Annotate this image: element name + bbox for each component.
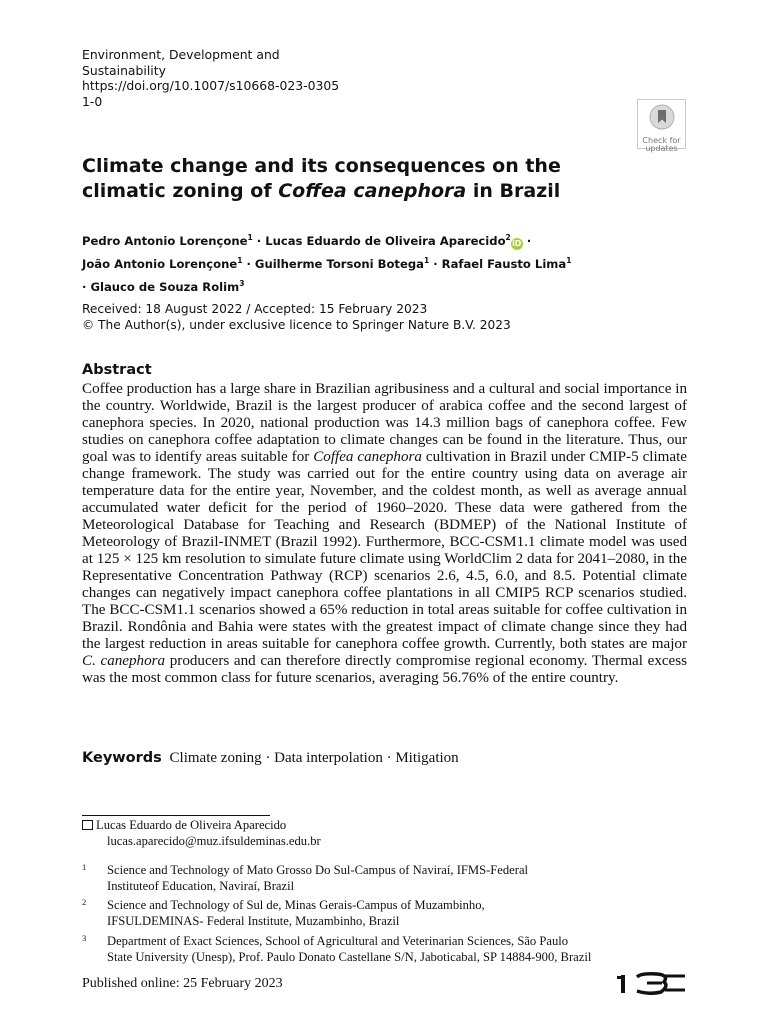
journal-header	[82, 47, 342, 109]
badge-label-line1: Check for	[642, 136, 681, 145]
article-dates	[82, 302, 682, 333]
abstract-text: producers and can therefore directly compromise regional economy. Thermal excess was the most common class for future scenarios, averaging 56.76% of the entire country.	[82, 653, 688, 686]
author-affiliation-ref: 1	[423, 255, 430, 265]
author-affiliation-ref: 2	[505, 233, 511, 242]
keywords-list: Climate zoning · Data interpolation · Mitigation	[169, 750, 459, 766]
author-name[interactable]: Glauco de Souza Rolim	[90, 279, 240, 294]
author-list: Pedro Antonio Lorençone$^1$ · Lucas Eduardo de Oliveira Aparecido$^2$iD · João Antonio Lorençone$^1$ · Guilherme Torsoni Botega$^1$ · Rafael Fausto Lima$^1$ · Glauco de Souza Rolim$^3$	[82, 233, 572, 294]
affiliation-line: Science and Technology of Mato Grosso Do Sul-Campus of Naviraí, IFMS-Federal	[107, 863, 529, 877]
copyright-line: © The Author(s), under exclusive licence to Springer Nature B.V. 2023	[82, 317, 511, 332]
springer-13-logo	[617, 971, 687, 995]
author-affiliation-ref: 1	[247, 233, 253, 242]
affiliation-line: Science and Technology of Sul de, Minas Gerais-Campus of Muzambinho,	[107, 898, 485, 912]
badge-label-line2: updates	[645, 144, 678, 153]
affiliation	[82, 898, 682, 929]
received-accepted: Received: 18 August 2022 / Accepted: 15 February 2023	[82, 302, 428, 316]
abstract-heading: Abstract	[82, 362, 152, 378]
check-for-updates-badge[interactable]	[637, 99, 686, 153]
abstract-species: C. canephora	[82, 653, 166, 669]
doi-link[interactable]: https://doi.org/10.1007/s10668-023-03051-0	[82, 78, 340, 109]
corresponding-author	[82, 818, 682, 849]
abstract-text: Coffee production has a large share in Brazilian agribusiness and a cultural and social importance in the country. Worldwide, Brazil is the largest producer of arabica coffee and the second largest of canephora species. In 2020, national production was 14.3 million bags of canephora coffee. Few studies on canephora coffee adaptation to climate changes can be found in the literature. Thus, our goal was to identify areas suitable for	[82, 381, 687, 465]
affiliation-number: 2	[82, 897, 87, 907]
affiliation-line: Instituteof Education, Naviraí, Brazil	[107, 878, 295, 893]
envelope-icon	[82, 820, 93, 830]
abstract-text: cultivation in Brazil under CMIP-5 climate change framework. The study was carried out for the entire country using data on average air temperature data for the entire year, November, and the coldest month, as well as average annual accumulated water deficit for the period of 1960–2020. These data were gathered from the Meteorological Database for Teaching and Research (BDMEP) of the National Institute of Meteorology of Brazil-INMET (Brazil 1992). Furthermore, BCC-CSM1.1 climate model was used at 125 × 125 km resolution to simulate future climate using WorldClim 2 data for 2041–2080, in the Representative Concentration Pathway (RCP) scenarios 2.6, 4.5, 6.0, and 8.5. Potential climate changes can negatively impact canephora coffee plantations in all CMIP5 RCP scenarios studied. The BCC-CSM1.1 scenarios showed a 65% reduction in total areas suitable for coffee cultivation in Brazil. Rondônia and Bahia were states with the greatest impact of climate change since they had the largest reduction in areas suitable for canephora coffee growth. Currently, both states are major	[82, 449, 687, 652]
affiliation	[82, 934, 682, 965]
abstract-species: Coffea canephora	[313, 449, 422, 465]
corresponding-name: Lucas Eduardo de Oliveira Aparecido	[96, 818, 287, 832]
author-name[interactable]: João Antonio Lorençone	[82, 256, 238, 271]
affiliation-line: State University (Unesp), Prof. Paulo Donato Castellane S/N, Jaboticabal, SP 14884-900, Brazil	[107, 949, 592, 964]
title-species: Coffea canephora	[278, 180, 467, 202]
affiliation-number: 3	[82, 933, 87, 943]
journal-name: Environment, Development and Sustainability	[82, 47, 280, 78]
bookmark-check-icon	[649, 104, 675, 130]
title-part2: in Brazil	[466, 180, 561, 202]
affiliation	[82, 863, 682, 894]
author-name[interactable]: Lucas Eduardo de Oliveira Aparecido	[265, 233, 506, 248]
title-part1: Climate change and its consequences on the climatic zoning of	[82, 155, 561, 202]
keywords-line	[82, 750, 687, 767]
author-name[interactable]: Pedro Antonio Lorençone	[82, 233, 248, 248]
keywords-heading: Keywords	[82, 750, 162, 766]
author-name[interactable]: Guilherme Torsoni Botega	[254, 256, 424, 271]
affiliation-line: IFSULDEMINAS- Federal Institute, Muzambinho, Brazil	[107, 913, 400, 928]
affiliation-number: 1	[82, 862, 87, 872]
published-online: Published online: 25 February 2023	[82, 976, 283, 991]
author-affiliation-ref: 1	[237, 255, 243, 265]
corresponding-email[interactable]: lucas.aparecido@muz.ifsuldeminas.edu.br	[107, 833, 321, 848]
footnote-divider	[82, 815, 270, 816]
author-name[interactable]: Rafael Fausto Lima	[441, 256, 567, 271]
affiliation-line: Department of Exact Sciences, School of Agricultural and Veterinarian Sciences, São Paulo	[107, 934, 569, 948]
abstract-body	[82, 381, 687, 687]
orcid-icon[interactable]: iD	[512, 238, 522, 248]
author-affiliation-ref: 3	[239, 278, 245, 288]
article-title	[82, 154, 642, 204]
author-affiliation-ref: 1	[566, 255, 572, 265]
